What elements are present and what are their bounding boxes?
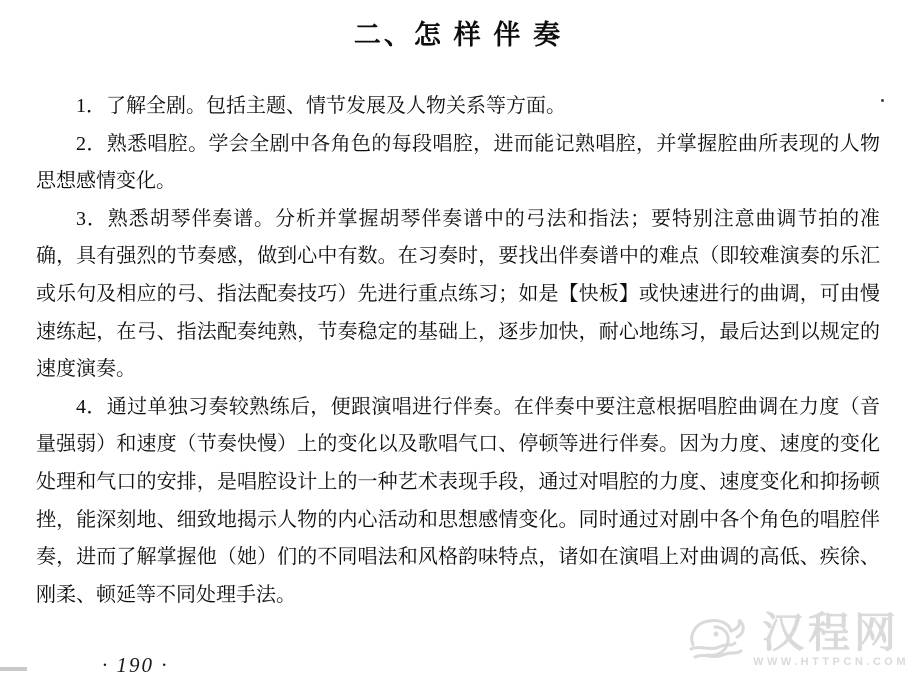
hanchengwang-dragon-logo-icon — [685, 611, 749, 667]
watermark-site-url: WWW.HTTPCN.COM — [753, 656, 909, 668]
paragraph-4: 4．通过单独习奏较熟练后，便跟演唱进行伴奏。在伴奏中要注意根据唱腔曲调在力度（音量强弱）和速度（节奏快慢）上的变化以及歌唱气口、停顿等进行伴奏。因为力度、速度的变化处理和气口的安排，是唱腔设计上的一种艺术表现手段，通过对唱腔的力度、速度变化和抑扬顿挫，能深刻地、细致地揭示人物的内心活动和思想感情变化。同时通过对剧中各个角色的唱腔伴奏，进而了解掌握他（她）们的不同唱法和风格韵味特点，诸如在演唱上对曲调的高低、疾徐、刚柔、顿延等不同处理手法。 — [36, 395, 880, 606]
paragraph-1: 1．了解全剧。包括主题、情节发展及人物关系等方面。 — [76, 95, 566, 117]
page-number: · 190 · — [102, 653, 169, 677]
page-title: 二、怎 样 伴 奏 — [353, 20, 564, 50]
scan-edge-mark — [0, 667, 27, 671]
scan-speck — [881, 99, 884, 102]
watermark-text — [753, 608, 909, 668]
paragraph-3: 3．熟悉胡琴伴奏谱。分析并掌握胡琴伴奏谱中的弓法和指法；要特别注意曲调节拍的准确，具有强烈的节奏感，做到心中有数。在习奏时，要找出伴奏谱中的难点（即较难演奏的乐汇或乐句及相应的弓、指法配奏技巧）先进行重点练习；如是【快板】或快速进行的曲调，可由慢速练起，在弓、指法配奏纯熟，节奏稳定的基础上，逐步加快，耐心地练习，最后达到以规定的速度演奏。 — [36, 207, 880, 381]
paragraph-2: 2．熟悉唱腔。学会全剧中各角色的每段唱腔，进而能记熟唱腔，并掌握腔曲所表现的人物思想感情变化。 — [36, 132, 880, 193]
body-text — [36, 88, 880, 614]
watermark-site-name: 汉程网 — [762, 608, 901, 656]
watermark — [685, 608, 909, 668]
